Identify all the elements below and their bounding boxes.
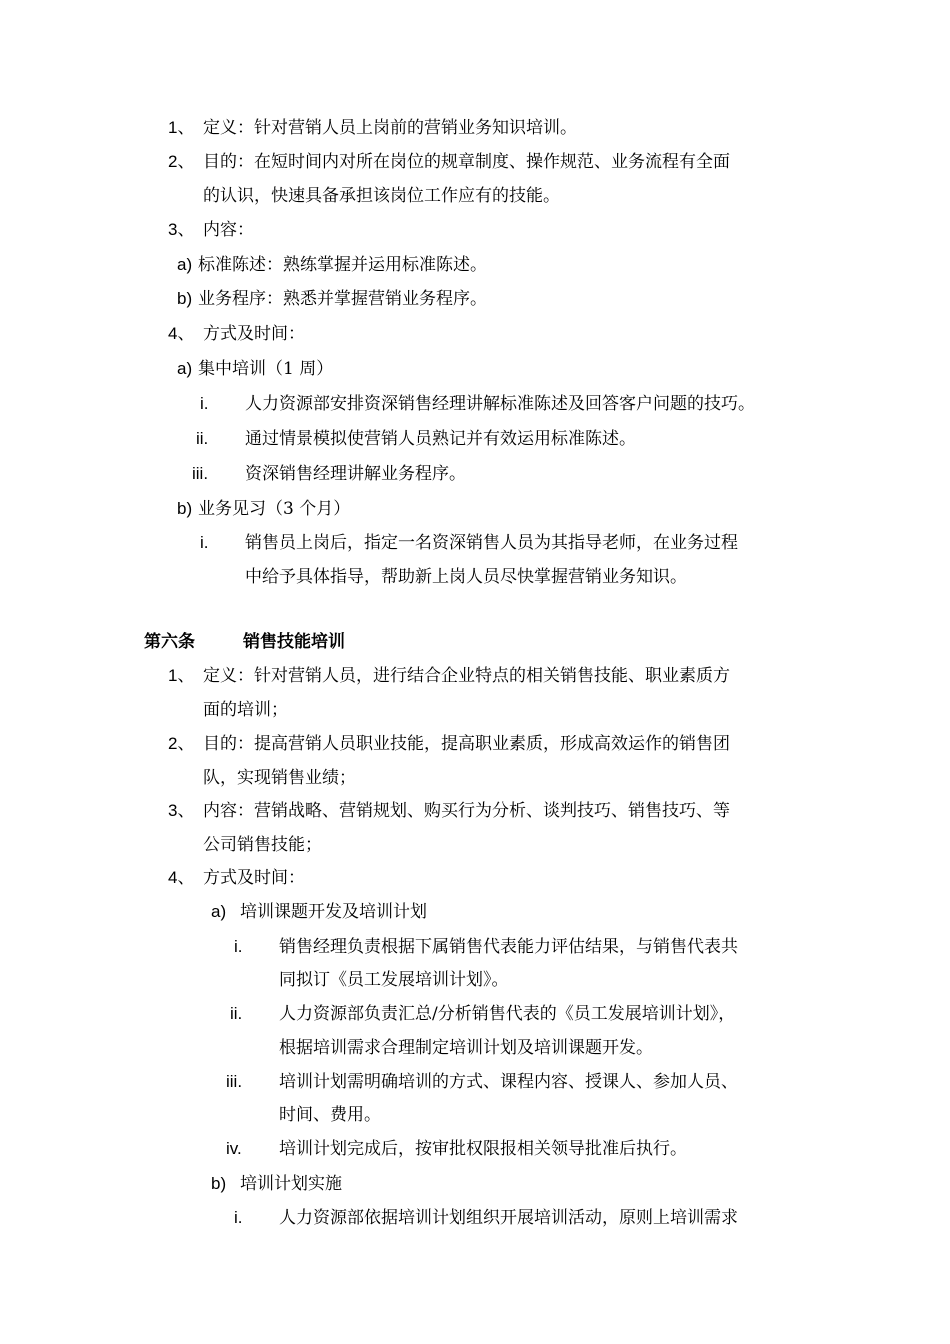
sub-label: b) [177,499,193,518]
roman-numeral: ii. [196,429,209,448]
roman-numeral: i. [200,533,209,552]
item-number: 3、 [168,220,195,239]
item-text: 目的：在短时间内对所在岗位的规章制度、操作规范、业务流程有全面 [203,152,730,172]
sub-label: a) [177,255,193,274]
item-number: 1、 [168,666,195,685]
sub-text: 业务程序：熟悉并掌握营销业务程序。 [198,289,487,309]
roman-item-text-continuation: 同拟订《员工发展培训计划》。 [279,970,509,990]
roman-item-text-continuation: 时间、费用。 [279,1105,381,1125]
item-text: 内容：营销战略、营销规划、购买行为分析、谈判技巧、销售技巧、等 [203,801,730,821]
roman-numeral: ii. [230,1004,243,1023]
roman-numeral: i. [234,937,243,956]
sub-label: b) [177,289,193,308]
item-text-continuation: 公司销售技能； [203,835,322,855]
sub-label: b) [211,1174,227,1193]
roman-numeral: iii. [192,464,209,483]
item-text-continuation: 面的培训； [203,700,288,720]
roman-item-text: 人力资源部负责汇总/分析销售代表的《员工发展培训计划》， [279,1004,736,1024]
item-text-continuation: 的认识，快速具备承担该岗位工作应有的技能。 [203,186,560,206]
roman-item-text-continuation: 中给予具体指导，帮助新上岗人员尽快掌握营销业务知识。 [245,567,687,587]
item-number: 2、 [168,152,195,171]
roman-item-text: 培训计划需明确培训的方式、课程内容、授课人、参加人员、 [279,1072,738,1092]
roman-item-text: 培训计划完成后，按审批权限报相关领导批准后执行。 [279,1139,687,1159]
section-number: 第六条 [144,632,195,652]
item-text: 方式及时间： [203,324,305,344]
roman-numeral: iii. [226,1072,243,1091]
roman-item-text: 人力资源部安排资深销售经理讲解标准陈述及回答客户问题的技巧。 [245,394,755,414]
roman-numeral: i. [234,1208,243,1227]
item-text: 目的：提高营销人员职业技能，提高职业素质，形成高效运作的销售团 [203,734,730,754]
item-text: 定义：针对营销人员上岗前的营销业务知识培训。 [203,118,577,138]
item-number: 4、 [168,324,195,343]
sub-text: 集中培训（1 周） [198,359,334,379]
item-number: 3、 [168,801,195,820]
item-text: 定义：针对营销人员，进行结合企业特点的相关销售技能、职业素质方 [203,666,730,686]
roman-numeral: i. [200,394,209,413]
sub-text: 培训计划实施 [240,1174,342,1194]
roman-item-text: 资深销售经理讲解业务程序。 [245,464,466,484]
roman-item-text: 通过情景模拟使营销人员熟记并有效运用标准陈述。 [245,429,636,449]
sub-text: 培训课题开发及培训计划 [240,902,427,922]
roman-numeral: iv. [226,1139,242,1158]
section-title: 销售技能培训 [243,632,345,652]
sub-label: a) [211,902,227,921]
sub-text: 业务见习（3 个月） [198,499,351,519]
item-text: 内容： [203,220,254,240]
sub-text: 标准陈述：熟练掌握并运用标准陈述。 [198,255,487,275]
item-text: 方式及时间： [203,868,305,888]
roman-item-text: 销售经理负责根据下属销售代表能力评估结果，与销售代表共 [279,937,738,957]
roman-item-text: 销售员上岗后，指定一名资深销售人员为其指导老师，在业务过程 [245,533,738,553]
item-number: 1、 [168,118,195,137]
sub-label: a) [177,359,193,378]
item-number: 4、 [168,868,195,887]
roman-item-text-continuation: 根据培训需求合理制定培训计划及培训课题开发。 [279,1038,653,1058]
item-number: 2、 [168,734,195,753]
item-text-continuation: 队，实现销售业绩； [203,768,356,788]
roman-item-text: 人力资源部依据培训计划组织开展培训活动，原则上培训需求 [279,1208,738,1228]
